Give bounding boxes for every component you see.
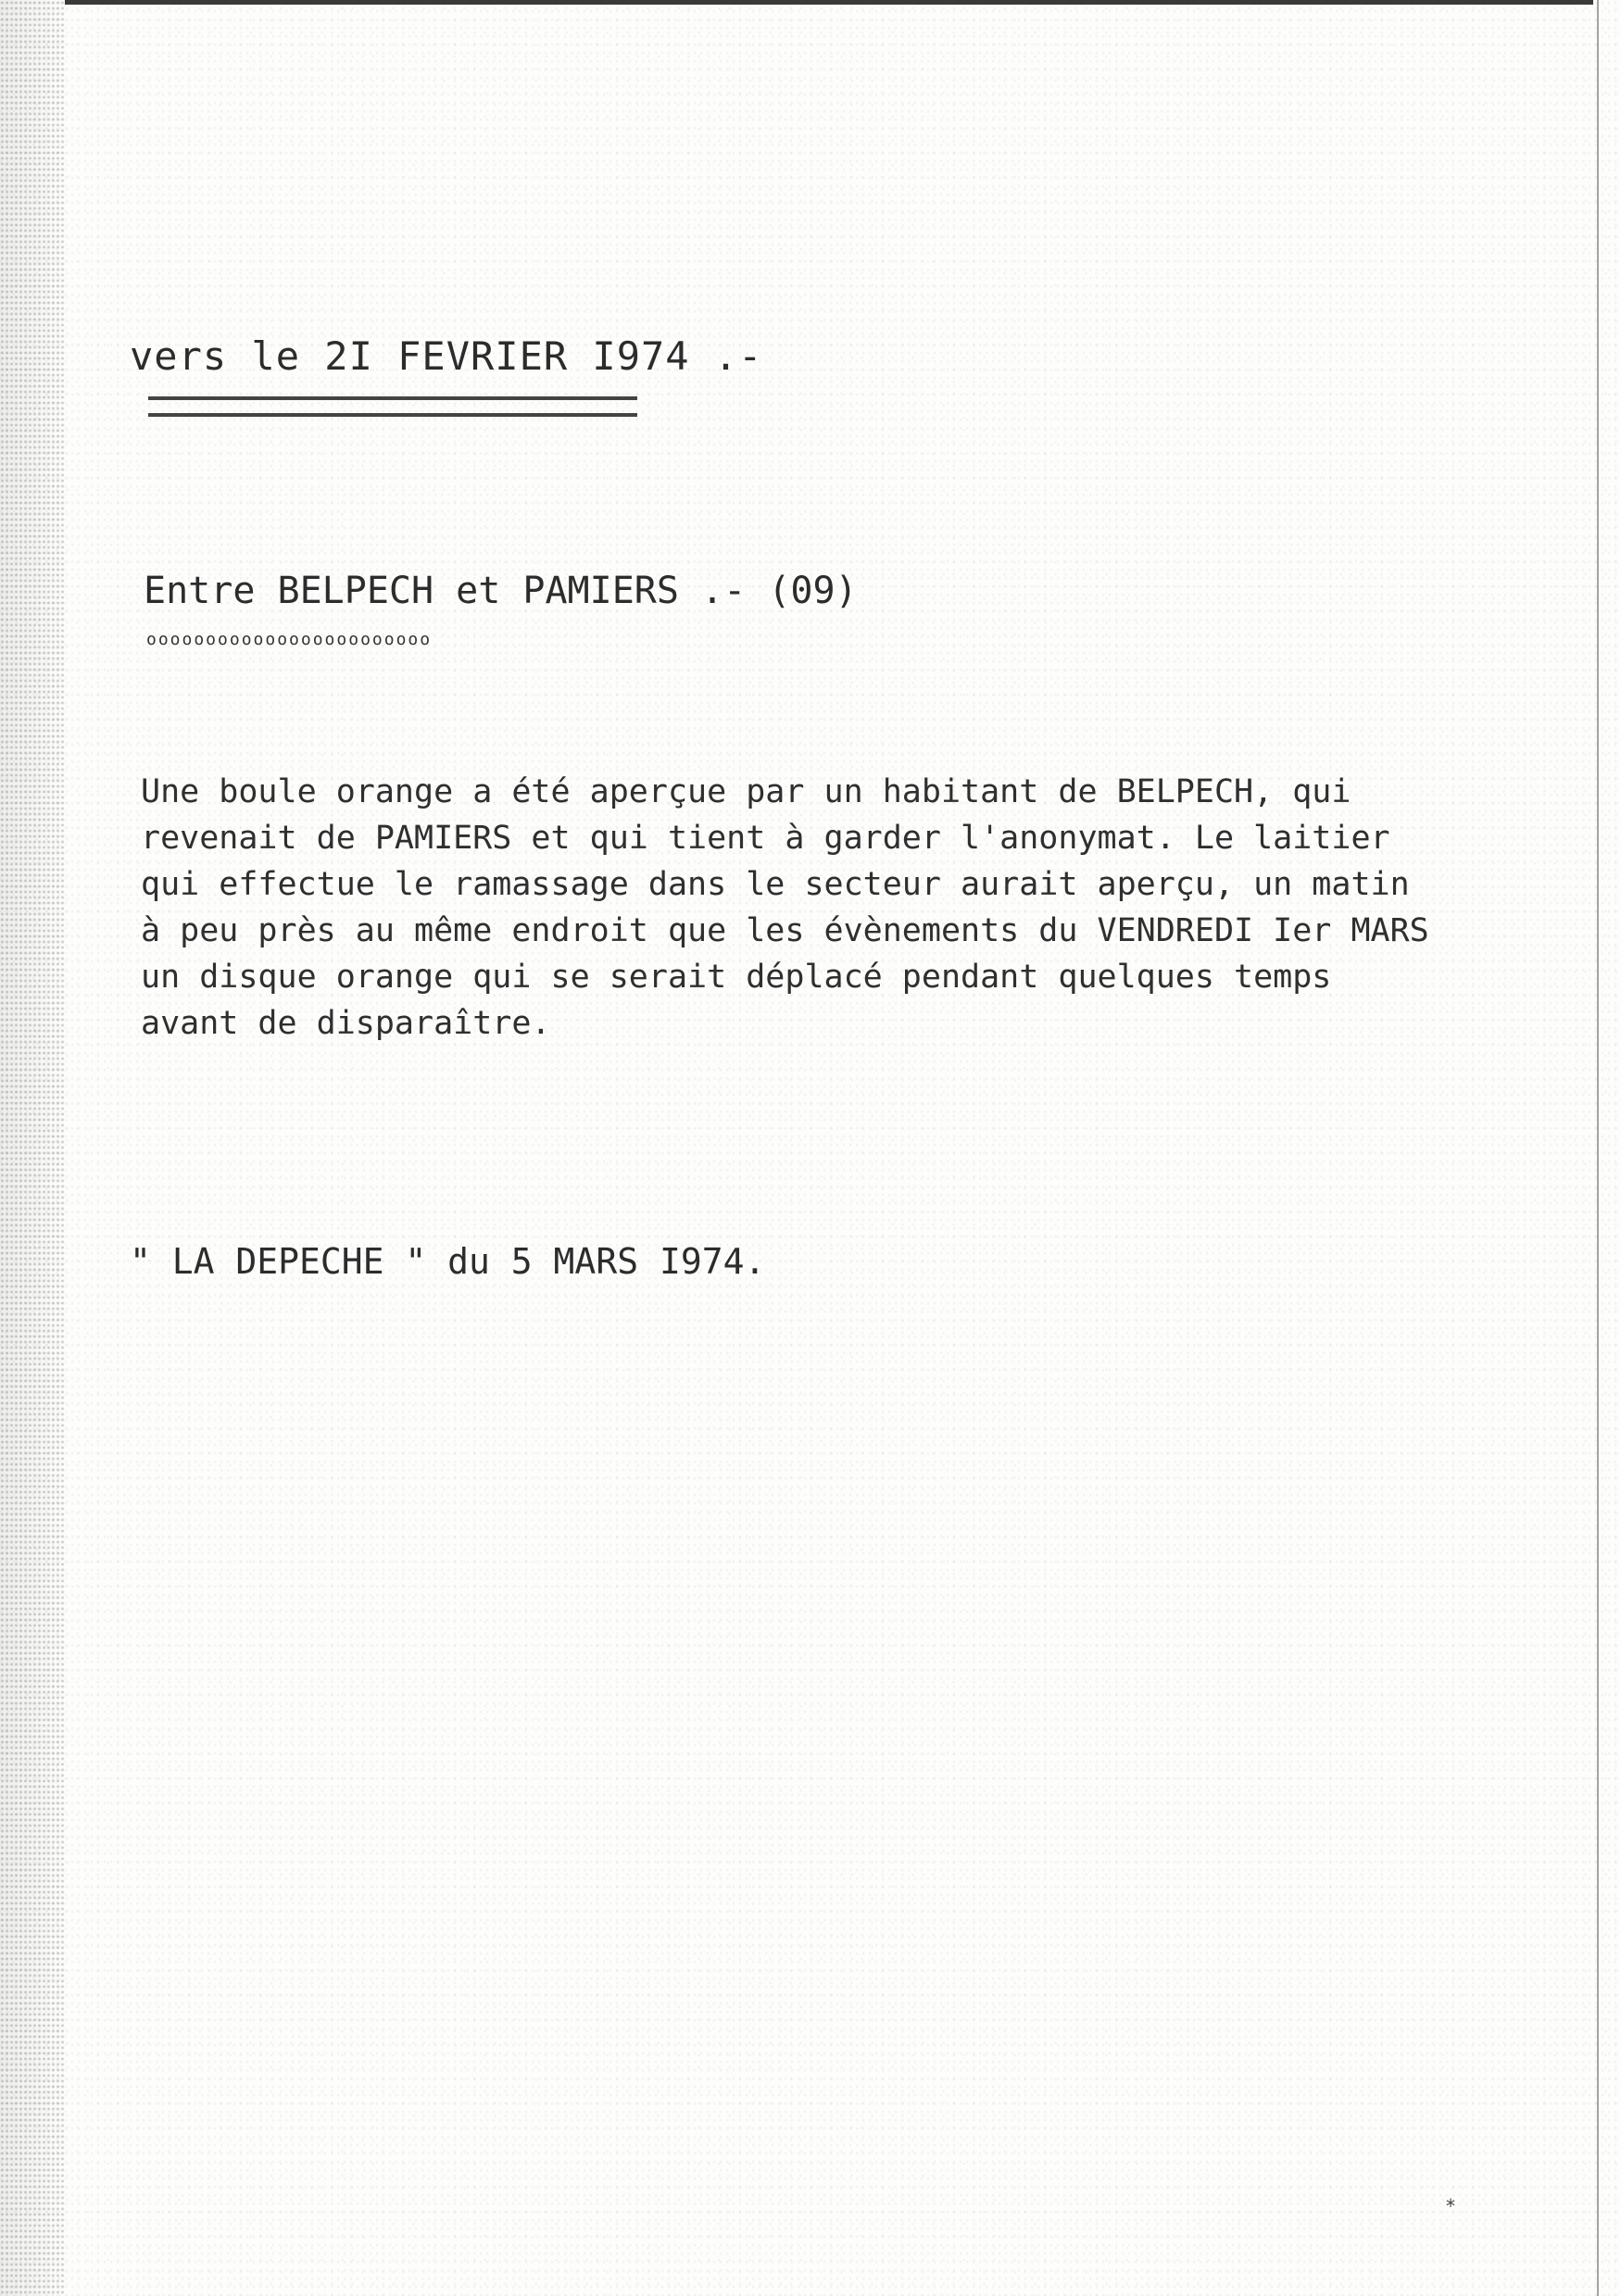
- double-underline: [148, 396, 637, 417]
- body-line: avant de disparaître.: [141, 1005, 551, 1042]
- scan-right-edge: [1597, 0, 1599, 2296]
- ornament-underline: oooooooooooooooooooooooo: [146, 630, 433, 649]
- scan-left-edge-noise: [0, 0, 65, 2296]
- scan-top-edge: [65, 0, 1593, 5]
- ink-speck: *: [1445, 2195, 1457, 2217]
- body-paragraph: [141, 769, 1604, 1047]
- date-heading: vers le 2I FEVRIER I974 .-: [130, 333, 763, 379]
- source-citation: " LA DEPECHE " du 5 MARS I974.: [130, 1241, 766, 1282]
- body-line: qui effectue le ramassage dans le secteur aurait aperçu, un matin: [141, 866, 1410, 903]
- location-heading: Entre BELPECH et PAMIERS .- (09): [144, 570, 858, 612]
- body-line: un disque orange qui se serait déplacé pendant quelques temps: [141, 959, 1332, 996]
- body-line: Une boule orange a été aperçue par un habitant de BELPECH, qui: [141, 773, 1351, 810]
- body-line: revenait de PAMIERS et qui tient à garder l'anonymat. Le laitier: [141, 820, 1390, 857]
- body-line: à peu près au même endroit que les évènements du VENDREDI Ier MARS: [141, 912, 1429, 949]
